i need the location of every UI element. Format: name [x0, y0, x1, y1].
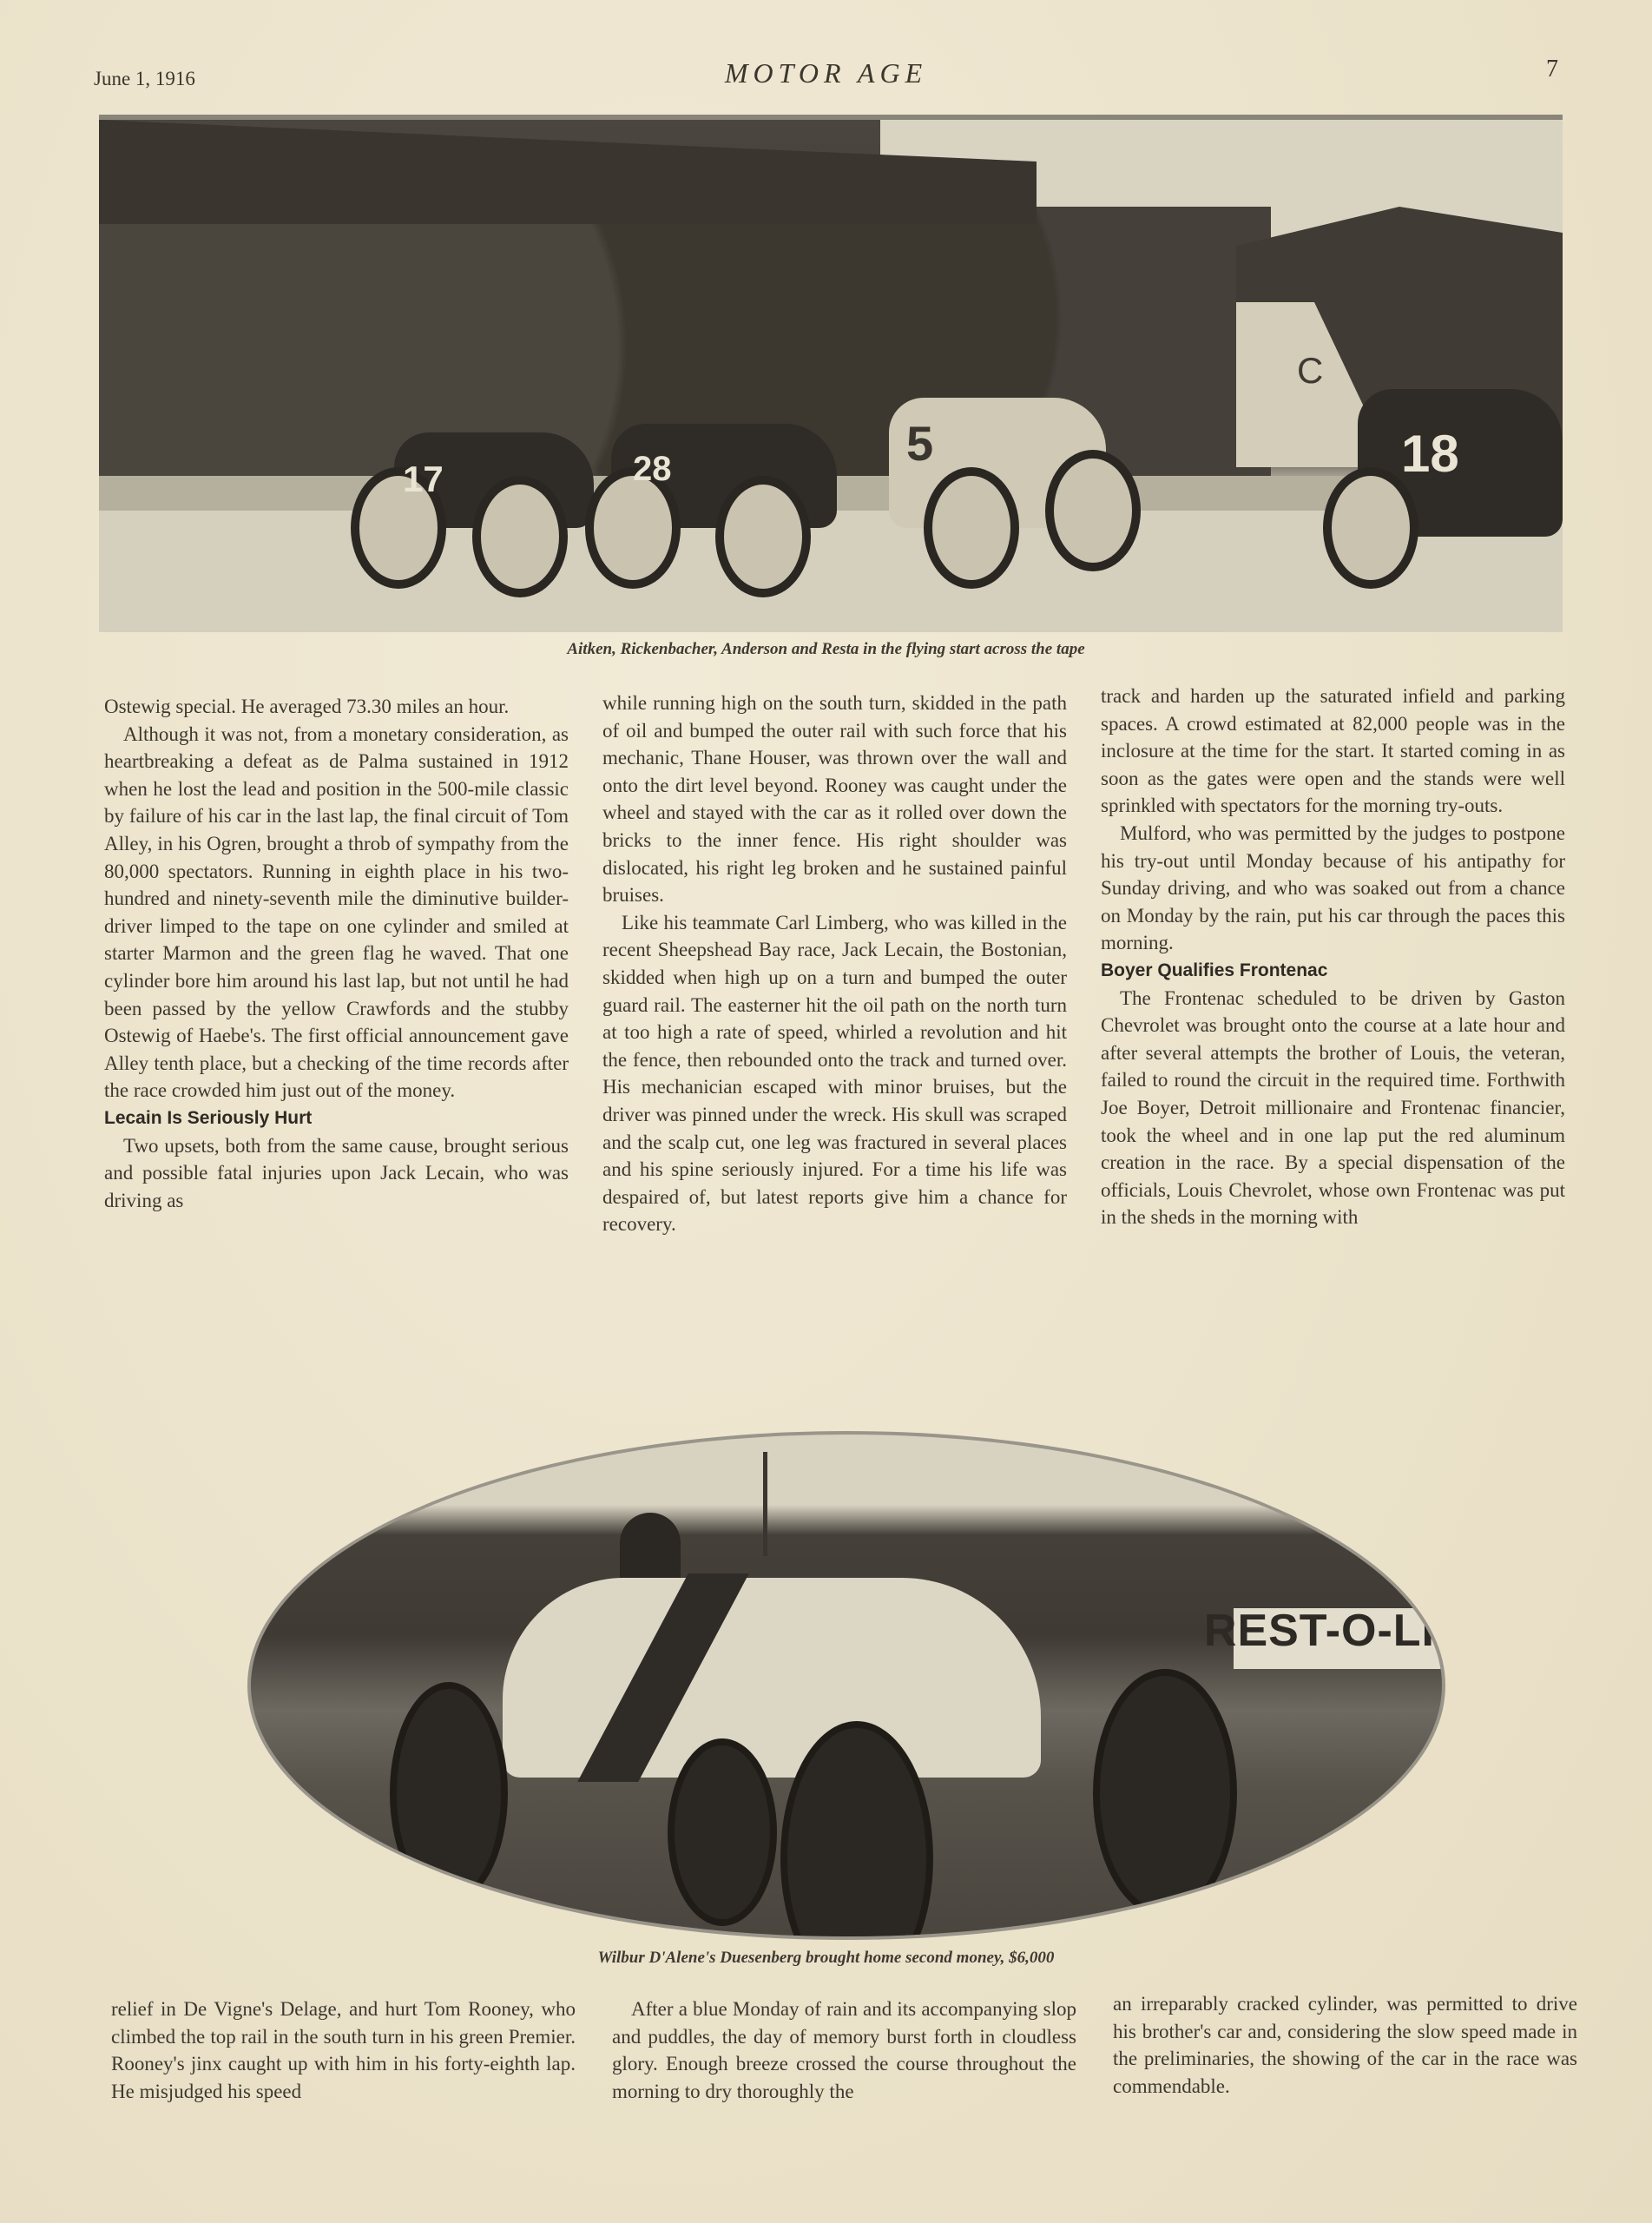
paragraph: Mulford, who was permitted by the judges to postpone his try-out until Monday because of his antipathy for Sunday driving, and who was soaked out from a chance on Monday by the rain, put his car through the paces this morning. — [1101, 821, 1565, 954]
page-number: 7 — [1546, 56, 1558, 82]
photo-caption: Aitken, Rickenbacher, Anderson and Resta in the flying start across the tape — [567, 640, 1085, 658]
section-heading: Boyer Qualifies Frontenac — [1101, 960, 1328, 980]
article-column-1 — [104, 693, 569, 1214]
car-number: 5 — [906, 416, 934, 471]
paragraph: After a blue Monday of rain and its accompanying slop and puddles, the day of memory burst forth in cloudless glory. Enough breeze crossed the course throughout the morning to dry thoroughly the — [612, 1998, 1076, 2102]
car-number: 17 — [403, 458, 444, 499]
paragraph: track and harden up the saturated infield and parking spaces. A crowd estimated at 82,000 people was in the inclosure at the time for the start. It started coming in as soon as the gates were open and the stands were well sprinkled with spectators for the morning try-outs. — [1101, 685, 1565, 817]
race-car — [359, 406, 602, 580]
article-column-4 — [111, 1995, 576, 2105]
race-car — [585, 398, 846, 580]
stand-letter: C — [1297, 350, 1324, 391]
publication-title: MOTOR AGE — [724, 57, 928, 89]
paragraph: Although it was not, from a monetary consideration, as heartbreaking a defeat as de Palma sustained in 1912 when he lost the lead and position in the 500-mile classic by failure of his car in the last lap, the final circuit of Tom Alley, in his Ogren, brought a throb of sympathy from the 80,000 spectators. Running in eighth place in his two-hundred and ninety-seventh mile the diminutive builder-driver limped to the tape on one cylinder and smiled at starter Marmon and the green flag he waved. That one cylinder bore him around his last lap, but not until he had been passed by the yellow Crawfords and the stubby Ostewig of Haebe's. The first official announcement gave Alley tenth place, but a checking of the time records after the race crowded him just out of the money. — [104, 722, 569, 1102]
article-column-5 — [612, 1995, 1076, 2105]
car-number: 18 — [1401, 425, 1459, 483]
race-car — [1323, 380, 1563, 589]
car-number: 28 — [633, 450, 672, 488]
article-column-2 — [602, 689, 1067, 1238]
paragraph: an irreparably cracked cylinder, was permitted to drive his brother's car and, considering the slow speed made in the preliminaries, the showing of the car in the race was commendable. — [1113, 1993, 1577, 2097]
paragraph: Ostewig special. He averaged 73.30 miles an hour. — [104, 696, 510, 717]
telegraph-pole — [763, 1452, 767, 1556]
sign-text: REST-O-LI — [1203, 1606, 1435, 1656]
race-start-photo — [99, 115, 1563, 632]
car-wheel — [390, 1682, 508, 1904]
paragraph: Two upsets, both from the same cause, brought serious and possible fatal injuries upon Jack Lecain, who was driving as — [104, 1134, 569, 1211]
paragraph: while running high on the south turn, skidded in the path of oil and bumped the outer rail with such force that his mechanic, Thane Houser, was thrown over the wall and onto the dirt level beyond. Rooney was caught under the wheel and stayed with the car as it rolled over down the bricks to the inner fence. His right shoulder was dislocated, his right leg broken and he sustained painful bruises. — [602, 692, 1067, 907]
article-column-6 — [1113, 1990, 1577, 2100]
paragraph: relief in De Vigne's Delage, and hurt Tom Rooney, who climbed the top rail in the south turn in his green Premier. Rooney's jinx caught up with him in his forty-eighth lap. He misjudged his speed — [111, 1998, 576, 2102]
issue-date: June 1, 1916 — [94, 68, 195, 89]
duesenberg-photo — [247, 1431, 1445, 1940]
car-wheel — [668, 1738, 777, 1926]
paragraph: Like his teammate Carl Limberg, who was killed in the recent Sheepshead Bay race, Jack Lecain, the Bostonian, skidded when high up on a turn and bumped the outer guard rail. The easterner hit the oil path on the north turn at too high a rate of speed, whirled a revolution and hit the fence, then rebounded onto the track and turned over. His mechanician escaped with minor bruises, but the driver was pinned under the wreck. His skull was scraped and the scalp cut, one leg was fractured in several places and his spine seriously injured. For a time his life was despaired of, but latest reports give him a chance for recovery. — [602, 911, 1067, 1236]
car-wheel — [1093, 1669, 1237, 1917]
article-column-3 — [1101, 683, 1565, 1231]
paragraph: The Frontenac scheduled to be driven by Gaston Chevrolet was brought onto the course at a late hour and after several attempts the brother of Louis, the veteran, failed to round the circuit in the required time. Forthwith Joe Boyer, Detroit millionaire and Frontenac financier, took the wheel and in one lap put the red aluminum creation in the race. By a special dispensation of the officials, Louis Chevrolet, whose own Frontenac was put in the sheds in the morning with — [1101, 986, 1565, 1229]
photo-caption: Wilbur D'Alene's Duesenberg brought home second money, $6,000 — [597, 1949, 1055, 1967]
car-body — [503, 1578, 1041, 1778]
race-car — [880, 380, 1123, 580]
section-heading: Lecain Is Seriously Hurt — [104, 1107, 313, 1128]
